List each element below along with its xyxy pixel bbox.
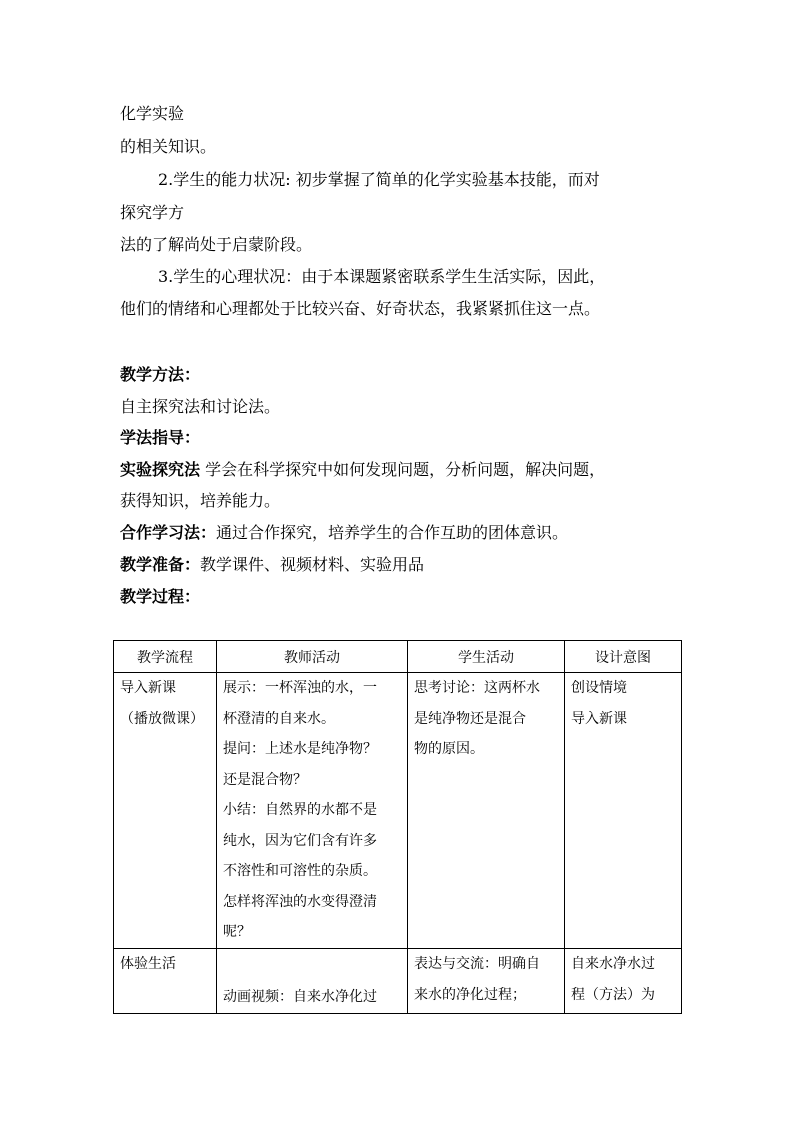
teacher-text: 纯水，因为它们含有许多 xyxy=(223,832,377,849)
exp-method-text-cont: 获得知识，培养能力。 xyxy=(120,491,281,510)
teacher-text: 怎样将浑浊的水变得澄清 xyxy=(223,893,377,910)
header-stage: 教学流程 xyxy=(114,641,217,673)
teacher-text: 不溶性和可溶性的杂质。 xyxy=(223,863,377,879)
stage-text: （播放微课） xyxy=(120,710,204,727)
exp-method-text: 学会在科学探究中如何发现问题，分析问题，解决问题， xyxy=(200,460,606,479)
text-line: 化学实验 xyxy=(120,104,185,123)
stage-cell xyxy=(114,673,217,949)
teacher-text: 呢？ xyxy=(223,924,251,940)
text-line: 2.学生的能力状况: 初步掌握了简单的化学实验基本技能，而对 xyxy=(158,170,600,189)
teacher-text: 提问：上述水是纯净物？ xyxy=(223,741,377,757)
methods-text: 自主探究法和讨论法。 xyxy=(120,397,281,416)
prep-label: 教学准备： xyxy=(120,555,201,574)
student-text: 来水的净化过程； xyxy=(414,986,526,1003)
teacher-text: 动画视频：自来水净化过 xyxy=(223,989,377,1005)
prep-text: 教学课件、视频材料、实验用品 xyxy=(200,555,425,574)
student-cell xyxy=(408,673,565,949)
table-row xyxy=(114,949,682,1014)
process-heading: 教学过程： xyxy=(120,587,201,606)
student-text: 思考讨论：这两杯水 xyxy=(414,680,540,696)
header-teacher: 教师活动 xyxy=(217,641,408,673)
intent-text: 导入新课 xyxy=(571,710,627,727)
text-line: 探究学方 xyxy=(120,203,185,222)
intent-text: 创设情境 xyxy=(571,680,627,696)
student-cell xyxy=(408,949,565,1014)
teacher-text: 展示：一杯浑浊的水，一 xyxy=(223,680,377,696)
text-line: 的相关知识。 xyxy=(120,137,217,156)
stage-text: 体验生活 xyxy=(120,956,176,972)
coop-method-text: 通过合作探究，培养学生的合作互助的团体意识。 xyxy=(216,523,569,542)
student-text: 表达与交流：明确自 xyxy=(414,956,540,972)
table-header-row xyxy=(114,641,682,673)
teacher-text: 小结：自然界的水都不是 xyxy=(223,802,377,818)
intent-text: 自来水净水过 xyxy=(571,956,655,972)
lesson-process-table xyxy=(113,640,682,1014)
teacher-text: 还是混合物？ xyxy=(223,771,307,788)
stage-text: 导入新课 xyxy=(120,680,176,696)
text-line: 法的了解尚处于启蒙阶段。 xyxy=(120,235,313,254)
text-line: 3.学生的心理状况：由于本课题紧密联系学生生活实际，因此， xyxy=(158,267,606,286)
coop-method-label: 合作学习法： xyxy=(120,523,217,542)
guide-heading: 学法指导： xyxy=(120,428,201,447)
teacher-cell xyxy=(217,673,408,949)
header-intent: 设计意图 xyxy=(565,641,682,673)
stage-cell xyxy=(114,949,217,1014)
prep-line xyxy=(120,555,424,575)
student-text: 是纯净物还是混合 xyxy=(414,710,526,727)
table-row xyxy=(114,673,682,949)
exp-method-line xyxy=(120,460,605,480)
teacher-text: 杯澄清的自来水。 xyxy=(223,710,335,727)
student-text: 物的原因。 xyxy=(414,741,484,757)
teacher-cell xyxy=(217,949,408,1014)
intent-cell xyxy=(565,949,682,1014)
text-line: 他们的情绪和心理都处于比较兴奋、好奇状态，我紧紧抓住这一点。 xyxy=(120,299,601,318)
exp-method-label: 实验探究法 xyxy=(120,460,201,479)
header-student: 学生活动 xyxy=(408,641,565,673)
intent-cell xyxy=(565,673,682,949)
coop-method-line xyxy=(120,523,568,543)
methods-heading: 教学方法： xyxy=(120,365,201,384)
intent-text: 程（方法）为 xyxy=(571,986,655,1003)
